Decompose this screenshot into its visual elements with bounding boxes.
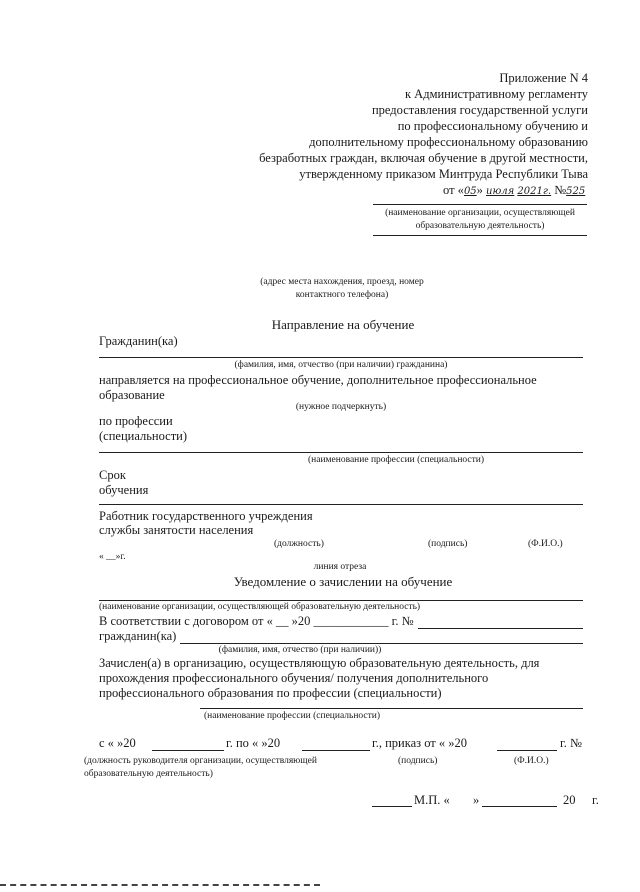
address-caption: (адрес места нахождения, проезд, номер <box>260 277 424 287</box>
fio-caption: (фамилия, имя, отчество (при наличии) гражданина) <box>234 360 448 370</box>
fio-sign-caption: (Ф.И.О.) <box>528 539 563 549</box>
stamp-month-blank <box>482 806 557 807</box>
citizen-label: Гражданин(ка) <box>99 334 178 348</box>
date-number-prefix: № <box>551 183 567 197</box>
header-line: по профессиональному обучению и <box>397 119 588 133</box>
term-label: Срок <box>99 468 126 482</box>
order-date <box>443 183 585 199</box>
cut-dashed-line <box>0 884 320 886</box>
date-month: июля <box>486 186 515 197</box>
profession-label: по профессии <box>99 414 173 428</box>
profession-line <box>99 452 583 453</box>
org-caption: (наименование организации, осуществляющей <box>385 208 575 218</box>
direction-text: направляется на профессиональное обучение, дополнительное профессиональное <box>99 373 537 387</box>
citizen-fio-line <box>180 643 583 644</box>
date-mid: » <box>476 183 487 197</box>
date-number: 525 <box>566 186 586 197</box>
worker-label: службы занятости населения <box>99 523 254 537</box>
direction-text: образование <box>99 388 165 402</box>
notice-fio-caption: (фамилия, имя, отчество (при наличии)) <box>218 645 382 655</box>
enrolled-text: профессионального образования по профессии (специальности) <box>99 686 442 700</box>
bottom-signature-caption: (подпись) <box>398 756 438 766</box>
profession-label: (специальности) <box>99 429 188 443</box>
header-line: Приложение N 4 <box>499 71 588 85</box>
citizen-line: гражданин(ка) <box>99 629 177 643</box>
period-to-blank <box>302 750 370 751</box>
period-to: г. по « »20 <box>226 736 281 750</box>
bottom-fio-caption: (Ф.И.О.) <box>514 756 549 766</box>
period-order-blank <box>497 750 557 751</box>
enrolled-text: прохождения профессионального обучения/ получения дополнительного <box>99 671 489 685</box>
profession-caption: (наименование профессии (специальности) <box>308 455 485 465</box>
short-date: « __»г. <box>99 552 126 562</box>
notice-org-caption: (наименование организации, осуществляющей образовательную деятельность) <box>99 602 421 612</box>
notice-title: Уведомление о зачислении на обучение <box>233 574 453 589</box>
period-from-blank <box>152 750 224 751</box>
contract-number-line <box>418 628 583 629</box>
date-prefix: от « <box>443 183 464 197</box>
org-caption: образовательную деятельность) <box>415 221 545 231</box>
worker-label: Работник государственного учреждения <box>99 509 313 523</box>
notice-profession-caption: (наименование профессии (специальности) <box>204 711 381 721</box>
org-line-2 <box>373 235 587 236</box>
underline-hint: (нужное подчеркнуть) <box>295 402 387 412</box>
date-year: 2021г. <box>517 186 552 197</box>
signature-caption: (подпись) <box>428 539 468 549</box>
contract-line: В соответствии с договором от « __ »20 ____________ г. № <box>99 614 414 628</box>
header-line: утвержденному приказом Минтруда Республики Тыва <box>299 167 588 181</box>
org-line <box>373 204 587 205</box>
notice-org-line <box>99 600 583 601</box>
stamp-close: » <box>473 793 480 807</box>
period-from: с « »20 <box>99 736 136 750</box>
enrolled-text: Зачислен(а) в организацию, осуществляющую образовательную деятельность, для <box>99 656 540 670</box>
term-label: обучения <box>99 483 149 497</box>
header-line: предоставления государственной услуги <box>371 103 588 117</box>
period-order: г., приказ от « »20 <box>372 736 468 750</box>
stamp-g: г. <box>592 793 599 807</box>
header-line: дополнительному профессиональному образованию <box>309 135 588 149</box>
header-line: к Административному регламенту <box>404 87 588 101</box>
page-title: Направление на обучение <box>271 317 415 332</box>
period-num: г. № <box>560 736 582 750</box>
head-caption: (должность руководителя организации, осуществляющей <box>84 756 317 766</box>
stamp-year: 20 <box>563 793 576 807</box>
address-caption: контактного телефона) <box>295 290 389 300</box>
header-line: безработных граждан, включая обучение в другой местности, <box>259 151 588 165</box>
fio-line <box>99 357 583 358</box>
stamp-blank <box>372 806 412 807</box>
term-line <box>99 504 583 505</box>
head-caption: образовательную деятельность) <box>84 769 213 779</box>
stamp-mp: М.П. « <box>414 793 450 807</box>
notice-profession-line <box>200 708 583 709</box>
cut-line-label: линия отреза <box>313 562 367 572</box>
date-day: 05 <box>463 186 477 197</box>
position-caption: (должность) <box>274 539 324 549</box>
